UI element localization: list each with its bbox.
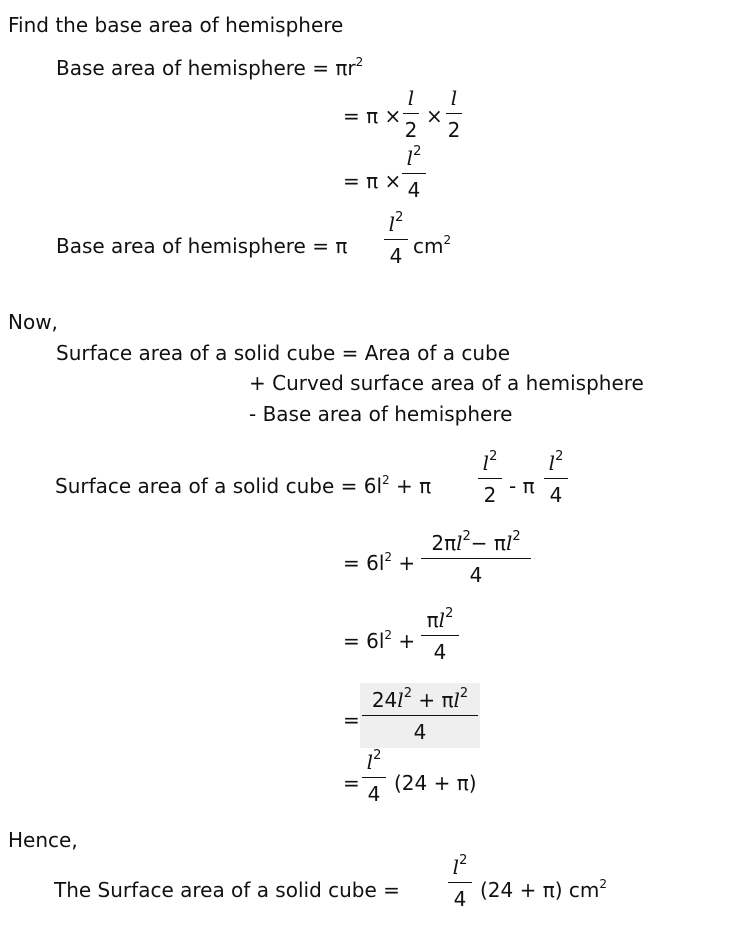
frac-denominator: 4: [407, 178, 421, 202]
frac-numerator: $2\pi l^2- \pi l^2$: [431, 529, 521, 555]
step-pi-times-2: = π ×: [343, 169, 402, 193]
frac-denominator: 4: [433, 640, 447, 664]
fraction-l2-over-2: [478, 449, 502, 507]
factor-24-plus-pi: (24 + π): [394, 771, 477, 795]
surface-area-expression: Surface area of a solid cube = $6l^2 + \pi$: [55, 473, 432, 498]
fraction-24l2-plus-pi-l2: [362, 686, 478, 744]
base-area-result-label: Base area of hemisphere = π: [56, 234, 348, 258]
frac-denominator: 4: [389, 244, 403, 268]
frac-denominator: 4: [549, 483, 563, 507]
minus-pi: - π: [509, 474, 535, 498]
frac-numerator: $l^2$: [366, 748, 382, 774]
fraction-l2-over-4-s: [544, 449, 568, 507]
fraction-final: [448, 853, 472, 911]
frac-numerator: $l^2$: [548, 449, 564, 475]
fraction-l2-over-4-factor: [362, 748, 386, 806]
unit-cm2: $cm^2$: [413, 233, 452, 258]
final-answer-tail: (24 + π) $cm^2$: [480, 877, 608, 902]
heading-find-base-area: Find the base area of hemisphere: [8, 13, 344, 37]
fraction-pi-l2-over-4: [421, 606, 459, 664]
surface-area-definition-3: - Base area of hemisphere: [249, 402, 513, 426]
heading-hence: Hence,: [8, 828, 78, 852]
fraction-l-over-2-b: [446, 88, 462, 140]
fraction-l-over-2-a: [403, 88, 419, 140]
frac-numerator: l: [450, 86, 458, 110]
step-6l2-plus-2: = $6l^2$ +: [343, 628, 416, 653]
frac-denominator: 2: [483, 483, 497, 507]
equals-sign-1: =: [343, 708, 360, 732]
frac-denominator: 2: [447, 118, 461, 142]
frac-numerator: $l^2$: [482, 449, 498, 475]
frac-numerator: l: [407, 86, 415, 110]
heading-now: Now,: [8, 310, 58, 334]
frac-numerator: $\pi l^2$: [426, 606, 454, 632]
frac-denominator: 4: [453, 887, 467, 911]
frac-denominator: 4: [367, 782, 381, 806]
fraction-l2-over-4: [402, 144, 426, 202]
frac-numerator: $24l^2 + \pi l^2$: [371, 686, 469, 712]
frac-denominator: 4: [469, 563, 483, 587]
frac-numerator: $l^2$: [388, 210, 404, 236]
frac-numerator: $l^2$: [452, 853, 468, 879]
fraction-l2-over-4-result: [384, 210, 408, 268]
final-answer-label: The Surface area of a solid cube =: [54, 878, 400, 902]
frac-numerator: $l^2$: [406, 144, 422, 170]
superscript-2: 2: [355, 55, 364, 69]
surface-area-definition-1: Surface area of a solid cube = Area of a cube: [56, 341, 511, 365]
step-6l2-plus: = $6l^2$ +: [343, 550, 416, 575]
frac-denominator: 2: [404, 118, 418, 142]
frac-denominator: 4: [413, 720, 427, 744]
equals-sign-2: =: [343, 771, 360, 795]
base-area-formula-text: Base area of hemisphere = πr: [56, 56, 356, 80]
fraction-combined: [421, 529, 531, 587]
surface-area-definition-2: + Curved surface area of a hemisphere: [249, 371, 644, 395]
step-pi-times: = π ×: [343, 104, 402, 128]
base-area-formula-line: [56, 55, 364, 80]
times-sign: ×: [426, 104, 443, 128]
